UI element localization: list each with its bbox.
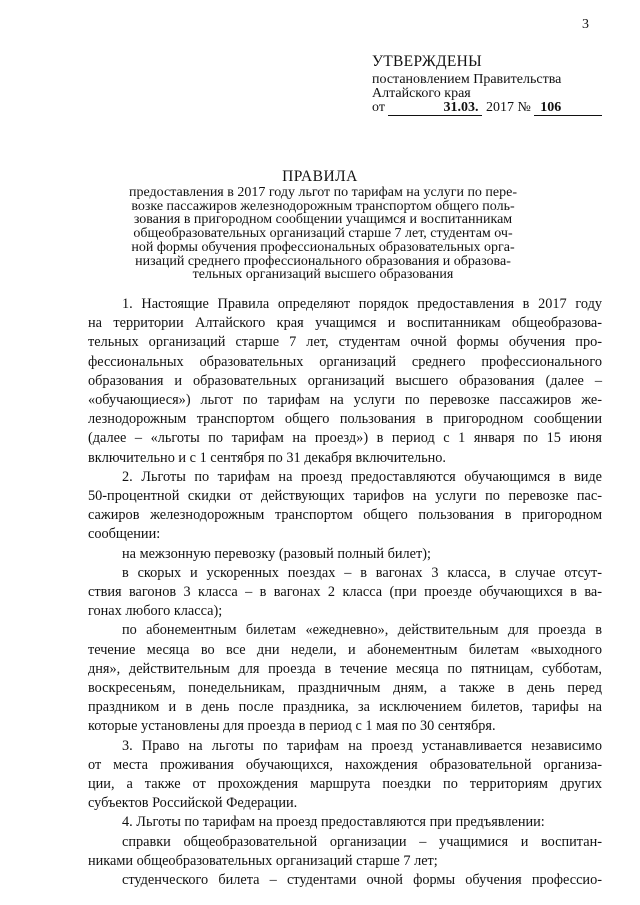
paragraph-2-line: 2. Льготы по тарифам на проезд предоставляются обучающимся в виде: [122, 468, 602, 485]
paragraph-1-line: 1. Настоящие Правила определяют порядок предоставления в 2017 году: [122, 296, 602, 312]
list-item-line: на межзонную перевозку (разовый полный билет);: [122, 545, 432, 562]
paragraph-1-line: «обучающиеся») льгот по тарифам на услуги по перевозке пассажиров же-: [88, 392, 602, 409]
paragraph-1-line: фессиональных образовательных организаций среднего профессионального: [88, 353, 602, 370]
list-item-line: студенческого билета – студентами очной формы обучения профессио-: [122, 872, 602, 889]
subtitle-line: зования в пригородном сообщении учащимся и воспитанникам: [133, 212, 513, 228]
approval-year-number-label: 2017 №: [485, 100, 531, 115]
paragraph-2-line: сажиров железнодорожным транспортом общего пользования в пригородном: [88, 507, 602, 524]
subtitle-line: предоставления в 2017 году льгот по тарифам на услуги по пере-: [128, 185, 518, 200]
document-title: ПРАВИЛА: [282, 168, 358, 185]
document-body: [88, 295, 602, 890]
subtitle-line: возке пассажиров железнодорожным транспортом общего поль-: [131, 198, 515, 214]
approval-line: постановлением Правительства: [372, 72, 562, 87]
subtitle-line: ной формы обучения профессиональных образовательных орга-: [131, 239, 515, 255]
approval-heading: УТВЕРЖДЕНЫ: [372, 53, 482, 70]
paragraph-2-line: 50-процентной скидки от действующих тарифов на услуги по перевозке пас-: [88, 488, 602, 505]
list-item-line: праздником и в день после праздника, за исключением билетов, тарифы на: [88, 699, 602, 716]
list-item-line: по абонементным билетам «ежедневно», действительным для проезда в: [122, 622, 602, 639]
document-subtitle: [118, 186, 528, 282]
approval-date: 31.03.: [388, 101, 482, 116]
list-item-line: течение месяца во все дни недели, и абонементным билетам «выходного: [88, 641, 602, 658]
approval-line: Алтайского края: [372, 86, 471, 101]
approval-date-line: [372, 101, 612, 116]
list-item-line: никами общеобразовательных организаций старше 7 лет;: [88, 852, 438, 869]
paragraph-1-line: (далее – «льготы по тарифам на проезд») в период с 1 января по 15 июня: [88, 430, 602, 447]
list-item-line: дня», действительным для проезда в течение месяца по пятницам, субботам,: [88, 660, 602, 677]
list-item-line: которые установлены для проезда в период с 1 мая по 30 сентября.: [88, 718, 496, 735]
list-item-line: ствия вагонов 3 класса – в вагонах 2 класса (при проезде обучающихся в ва-: [88, 584, 602, 601]
paragraph-3-line: ции, а также от прохождения маршрута поездки по территориям других: [88, 776, 602, 793]
subtitle-line: общеобразовательных организаций старше 7 лет, студентам оч-: [133, 226, 513, 242]
paragraph-1-line: включительно и с 1 сентября по 31 декабря включительно.: [88, 449, 446, 466]
subtitle-line: тельных организаций высшего образования: [192, 267, 454, 283]
list-item-line: справки общеобразовательной организации – учащимися и воспитан-: [122, 833, 602, 850]
paragraph-1-line: образования и образовательных организаций высшего образования (далее –: [88, 372, 602, 389]
list-item-line: гонах любого класса);: [88, 603, 223, 620]
page-number: 3: [582, 17, 589, 32]
paragraph-1-line: на территории Алтайского края учащимся и воспитанникам общеобразова-: [88, 315, 602, 332]
paragraph-1-line: лезнодорожным транспортом общего пользования в пригородном сообщении: [88, 411, 602, 428]
approval-number: 106: [534, 101, 602, 116]
paragraph-1-line: тельных организаций старше 7 лет, студентам очной формы обучения про-: [88, 334, 602, 351]
list-item-line: в скорых и ускоренных поездах – в вагонах 3 класса, в случае отсут-: [122, 564, 602, 581]
paragraph-3-line: 3. Право на льготы по тарифам на проезд устанавливается независимо: [122, 737, 602, 754]
paragraph-3-line: от места проживания обучающихся, нахождения образовательной организа-: [88, 756, 602, 773]
approval-prefix: от: [372, 100, 385, 115]
paragraph-3-line: субъектов Российской Федерации.: [88, 795, 298, 812]
paragraph-4-line: 4. Льготы по тарифам на проезд предоставляются при предъявлении:: [122, 814, 545, 831]
approval-stamp: [372, 55, 612, 116]
list-item-line: воскресеньям, понедельникам, праздничным дням, а также в день перед: [88, 680, 602, 697]
paragraph-2-line: сообщении:: [88, 526, 161, 543]
subtitle-line: низаций среднего профессионального образования и образова-: [135, 253, 511, 269]
